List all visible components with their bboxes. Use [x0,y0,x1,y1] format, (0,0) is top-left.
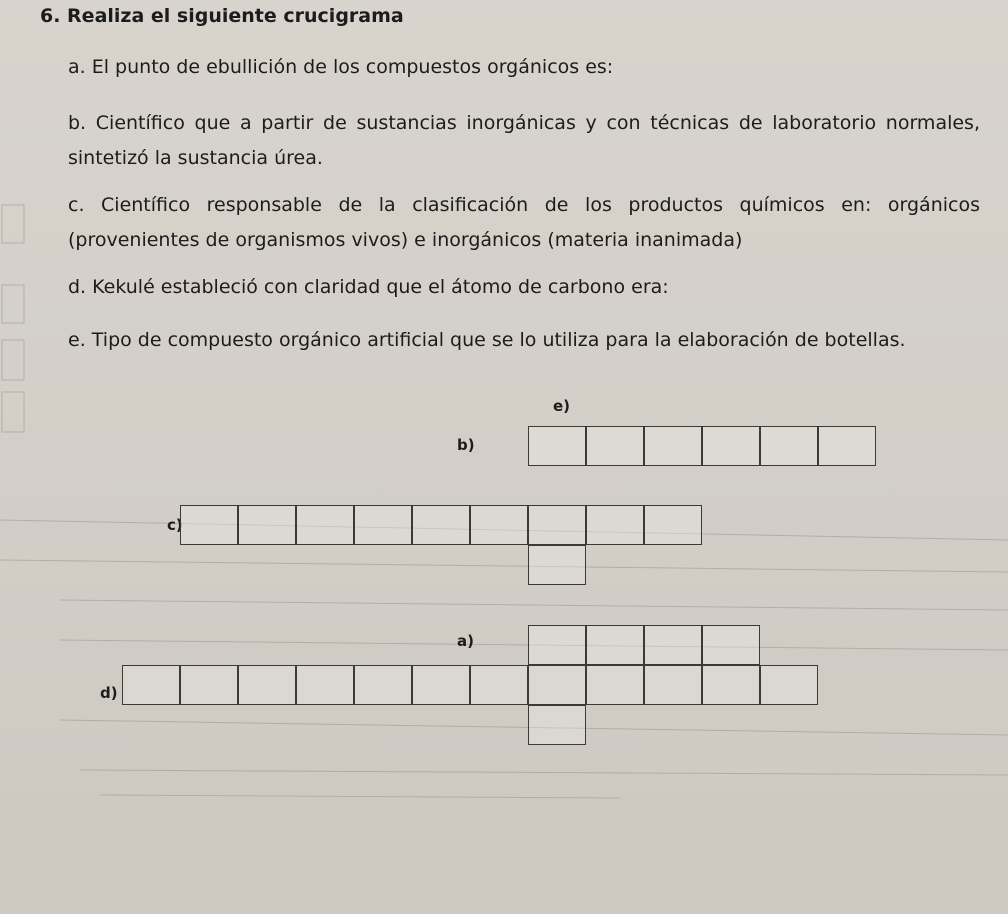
crossword-cell[interactable] [470,505,528,545]
question-e: e. Tipo de compuesto orgánico artificial que se lo utiliza para la elaboración de botellas. [68,329,906,351]
crossword-cell[interactable] [528,545,586,585]
crossword-cell[interactable] [412,505,470,545]
crossword-cell[interactable] [760,426,818,466]
crossword-cell[interactable] [644,426,702,466]
crossword-cell[interactable] [122,665,180,705]
clue-label-a: a) [457,632,474,650]
crossword-cell[interactable] [586,505,644,545]
crossword-cell[interactable] [296,665,354,705]
crossword-cell[interactable] [528,705,586,745]
crossword-cell[interactable] [296,505,354,545]
crossword-cell[interactable] [644,625,702,665]
question-a: a. El punto de ebullición de los compuestos orgánicos es: [68,56,614,78]
crossword-cell[interactable] [586,426,644,466]
crossword-cell[interactable] [818,426,876,466]
crossword-cell[interactable] [354,505,412,545]
crossword-cell[interactable] [702,665,760,705]
crossword-cell[interactable] [412,665,470,705]
crossword-cell[interactable] [586,665,644,705]
question-d: d. Kekulé estableció con claridad que el átomo de carbono era: [68,276,669,298]
question-b: b. Científico que a partir de sustancias inorgánicas y con técnicas de laboratorio normales, sintetizó la sustancia úrea. [68,112,980,169]
crossword-cell[interactable] [702,625,760,665]
clue-label-d: d) [100,684,118,702]
crossword-cell[interactable] [354,665,412,705]
crossword-cell[interactable] [644,505,702,545]
clue-label-b: b) [457,436,475,454]
clue-label-e: e) [553,397,571,415]
crossword-cell[interactable] [528,505,586,545]
crossword-cell[interactable] [644,665,702,705]
crossword-cell[interactable] [180,665,238,705]
crossword-cell[interactable] [238,505,296,545]
crossword-cell[interactable] [528,665,586,705]
crossword-cell[interactable] [470,665,528,705]
crossword-cell[interactable] [180,505,238,545]
crossword-cell[interactable] [528,625,586,665]
crossword-cell[interactable] [586,625,644,665]
crossword-cell[interactable] [238,665,296,705]
crossword-cell[interactable] [702,426,760,466]
clue-label-c: c) [167,516,183,534]
question-c: c. Científico responsable de la clasificación de los productos químicos en: orgánicos (provenientes de organismos vivos) e inorgánicos (materia inanimada) [68,194,980,251]
crossword-cell[interactable] [760,665,818,705]
crossword-cell[interactable] [528,426,586,466]
exercise-title: 6. Realiza el siguiente crucigrama [40,5,404,27]
